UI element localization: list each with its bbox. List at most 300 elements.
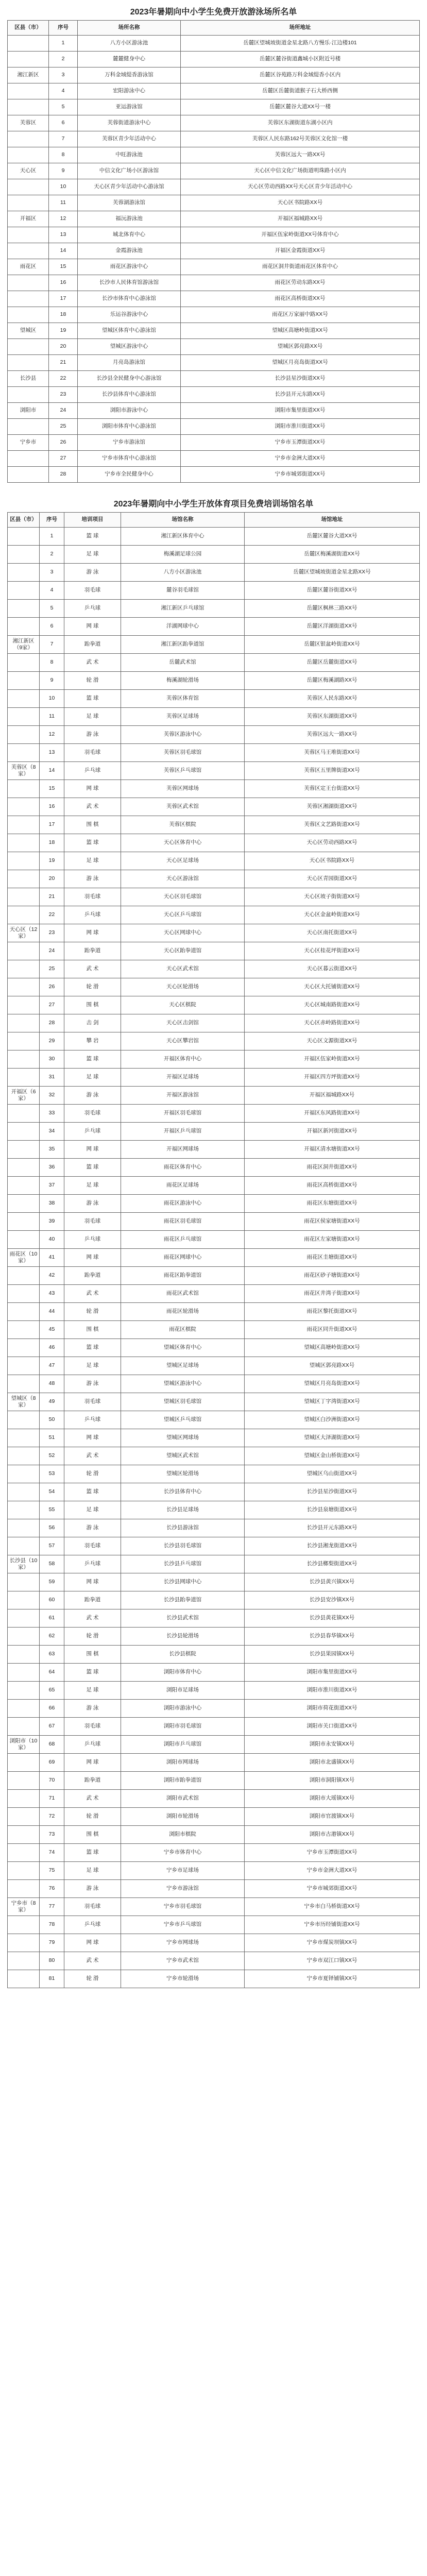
cell-sport: 足 球	[64, 1501, 121, 1519]
table-row	[8, 888, 420, 906]
col-header-venue: 场馆名称	[121, 513, 245, 528]
cell-addr: 浏阳市官渡镇XX号	[245, 1808, 420, 1826]
cell-no: 54	[40, 1483, 64, 1501]
table-row	[8, 83, 420, 99]
cell-no: 60	[40, 1591, 64, 1609]
table-row	[8, 780, 420, 798]
cell-addr: 芙蓉区东湖街道东湖小区内	[181, 115, 420, 131]
table-row	[8, 1105, 420, 1123]
cell-addr: 天心区暮云街道XX号	[245, 960, 420, 978]
table-row	[8, 1952, 420, 1970]
cell-district	[8, 1934, 40, 1952]
cell-district	[8, 690, 40, 708]
cell-no: 17	[40, 816, 64, 834]
cell-name: 浏阳市羽毛球馆	[121, 1718, 245, 1736]
cell-no: 45	[40, 1321, 64, 1339]
cell-district	[8, 1664, 40, 1682]
cell-addr: 开福区福城路XX号	[245, 1087, 420, 1105]
cell-name: 洋湖网球中心	[121, 618, 245, 636]
pools-title: 2023年暑期向中小学生免费开放游泳场所名单	[130, 8, 297, 16]
cell-addr: 望城区乌山街道XX号	[245, 1465, 420, 1483]
cell-district	[8, 744, 40, 762]
table-row	[8, 243, 420, 259]
cell-sport: 游 泳	[64, 1375, 121, 1393]
cell-no: 65	[40, 1682, 64, 1700]
cell-name: 宁乡市全民健身中心	[78, 467, 181, 483]
cell-no: 56	[40, 1519, 64, 1537]
cell-district	[8, 1032, 40, 1050]
table-row	[8, 323, 420, 339]
cell-no: 18	[49, 307, 78, 323]
cell-sport: 羽毛球	[64, 1213, 121, 1231]
cell-name: 浏阳市武术馆	[121, 1790, 245, 1808]
cell-name: 八方小区游泳池	[121, 564, 245, 582]
cell-no: 25	[40, 960, 64, 978]
cell-no: 14	[49, 243, 78, 259]
table-row	[8, 834, 420, 852]
cell-name: 雨花区足球场	[121, 1177, 245, 1195]
cell-addr: 望城区郭亮路XX号	[181, 339, 420, 355]
cell-addr: 天心区书院路XX号	[181, 195, 420, 211]
cell-name: 宁乡市游泳馆	[78, 435, 181, 451]
table-row	[8, 636, 420, 654]
table-row	[8, 600, 420, 618]
cell-name: 长沙县全民健身中心游泳馆	[78, 371, 181, 387]
cell-district	[8, 1952, 40, 1970]
cell-district	[8, 780, 40, 798]
cell-addr: 长沙县春华镇XX号	[245, 1628, 420, 1646]
cell-name: 望城区游泳中心	[121, 1375, 245, 1393]
cell-no: 21	[40, 888, 64, 906]
cell-district	[8, 528, 40, 546]
cell-sport: 围 棋	[64, 816, 121, 834]
cell-sport: 乒乓球	[64, 1916, 121, 1934]
cell-sport: 武 术	[64, 1952, 121, 1970]
cell-no: 9	[49, 163, 78, 179]
table-row	[8, 227, 420, 243]
cell-sport: 游 泳	[64, 726, 121, 744]
cell-sport: 武 术	[64, 960, 121, 978]
table-row	[8, 1447, 420, 1465]
cell-name: 芙蓉区青少年活动中心	[78, 131, 181, 147]
cell-district	[8, 834, 40, 852]
cell-no: 16	[40, 798, 64, 816]
cell-addr: 望城区大泽湖街道XX号	[245, 1429, 420, 1447]
table-row	[8, 672, 420, 690]
cell-district: 浏阳市	[8, 403, 49, 419]
cell-no: 67	[40, 1718, 64, 1736]
cell-district: 长沙县	[8, 371, 49, 387]
cell-addr: 长沙县黄兴镇XX号	[245, 1573, 420, 1591]
cell-no: 15	[40, 780, 64, 798]
cell-name: 浏阳市轮滑场	[121, 1808, 245, 1826]
cell-district: 开福区（6家）	[8, 1087, 40, 1105]
cell-no: 13	[40, 744, 64, 762]
cell-no: 4	[49, 83, 78, 99]
table-row	[8, 1537, 420, 1555]
cell-no: 61	[40, 1609, 64, 1628]
cell-addr: 岳麓区岳麓街道猴子石大桥西侧	[181, 83, 420, 99]
cell-district	[8, 618, 40, 636]
cell-name: 月亮岛游泳馆	[78, 355, 181, 371]
cell-district	[8, 451, 49, 467]
table-row	[8, 371, 420, 387]
cell-sport: 游 泳	[64, 870, 121, 888]
cell-no: 5	[40, 600, 64, 618]
cell-sport: 篮 球	[64, 1483, 121, 1501]
cell-addr: 宁乡市玉潭街道XX号	[181, 435, 420, 451]
cell-name: 岳麓武术馆	[121, 654, 245, 672]
table-row	[8, 1754, 420, 1772]
cell-sport: 乒乓球	[64, 906, 121, 924]
cell-district	[8, 1231, 40, 1249]
cell-district	[8, 978, 40, 996]
cell-district	[8, 1700, 40, 1718]
table-row	[8, 1664, 420, 1682]
cell-name: 浏阳市网球场	[121, 1754, 245, 1772]
cell-district: 宁乡市	[8, 435, 49, 451]
cell-addr: 雨花区洞井街道雨花区体育中心	[181, 259, 420, 275]
cell-district	[8, 1826, 40, 1844]
cell-district	[8, 1609, 40, 1628]
table-row	[8, 67, 420, 83]
cell-name: 长沙县游泳馆	[121, 1519, 245, 1537]
cell-district	[8, 1014, 40, 1032]
cell-addr: 望城区白沙洲街道XX号	[245, 1411, 420, 1429]
cell-sport: 网 球	[64, 780, 121, 798]
cell-district	[8, 852, 40, 870]
cell-district	[8, 467, 49, 483]
table-row	[8, 960, 420, 978]
cell-district: 长沙县（10家）	[8, 1555, 40, 1573]
cell-sport: 跆拳道	[64, 636, 121, 654]
cell-district: 芙蓉区（8家）	[8, 762, 40, 780]
pools-table-body	[8, 36, 420, 483]
table-row	[8, 852, 420, 870]
cell-no: 31	[40, 1069, 64, 1087]
cell-sport: 足 球	[64, 708, 121, 726]
cell-name: 浏阳市足球场	[121, 1682, 245, 1700]
cell-addr: 望城区丁字湾街道XX号	[245, 1393, 420, 1411]
cell-addr: 岳麓区麓谷大道XX号	[245, 528, 420, 546]
table-row	[8, 978, 420, 996]
cell-no: 4	[40, 582, 64, 600]
cell-addr: 天心区金盆岭街道XX号	[245, 906, 420, 924]
cell-sport: 羽毛球	[64, 1105, 121, 1123]
cell-sport: 攀 岩	[64, 1032, 121, 1050]
cell-sport: 足 球	[64, 1069, 121, 1087]
cell-addr: 芙蓉区远大一路XX号	[245, 726, 420, 744]
cell-district	[8, 1213, 40, 1231]
cell-name: 天心区体育中心	[121, 834, 245, 852]
cell-addr: 天心区大托铺街道XX号	[245, 978, 420, 996]
cell-district	[8, 1772, 40, 1790]
cell-sport: 乒乓球	[64, 1411, 121, 1429]
cell-district	[8, 582, 40, 600]
cell-no: 51	[40, 1429, 64, 1447]
cell-district	[8, 1844, 40, 1862]
table-row	[8, 1159, 420, 1177]
cell-addr: 望城区金山桥街道XX号	[245, 1447, 420, 1465]
pools-header-row	[8, 21, 420, 36]
cell-district	[8, 179, 49, 195]
cell-no: 79	[40, 1934, 64, 1952]
cell-no: 23	[40, 924, 64, 942]
cell-name: 湘江新区跆拳道馆	[121, 636, 245, 654]
cell-no: 46	[40, 1339, 64, 1357]
cell-no: 26	[40, 978, 64, 996]
table-row	[8, 1790, 420, 1808]
cell-sport: 轮 滑	[64, 1628, 121, 1646]
cell-sport: 武 术	[64, 1790, 121, 1808]
cell-name: 天心区击剑馆	[121, 1014, 245, 1032]
table-row	[8, 1916, 420, 1934]
table-row	[8, 816, 420, 834]
cell-no: 24	[49, 403, 78, 419]
cell-no: 10	[40, 690, 64, 708]
cell-no: 39	[40, 1213, 64, 1231]
cell-sport: 篮 球	[64, 1339, 121, 1357]
cell-name: 芙蓉区武术馆	[121, 798, 245, 816]
cell-name: 湘江新区乒乓球馆	[121, 600, 245, 618]
cell-sport: 足 球	[64, 1862, 121, 1880]
cell-addr: 开福区伍家岭街道XX号体育中心	[181, 227, 420, 243]
cell-name: 雨花区乒乓球馆	[121, 1231, 245, 1249]
table-row	[8, 1880, 420, 1898]
table-row	[8, 291, 420, 307]
cell-name: 浏阳市体育中心	[121, 1664, 245, 1682]
cell-no: 29	[40, 1032, 64, 1050]
cell-addr: 长沙县安沙镇XX号	[245, 1591, 420, 1609]
cell-no: 16	[49, 275, 78, 291]
cell-no: 75	[40, 1862, 64, 1880]
cell-no: 11	[40, 708, 64, 726]
cell-district	[8, 906, 40, 924]
table-row	[8, 435, 420, 451]
cell-name: 八方小区游泳池	[78, 36, 181, 52]
cell-name: 宁乡市乒乓球馆	[121, 1916, 245, 1934]
cell-no: 81	[40, 1970, 64, 1988]
table-row	[8, 744, 420, 762]
table-row	[8, 708, 420, 726]
table-row	[8, 1808, 420, 1826]
cell-sport: 轮 滑	[64, 978, 121, 996]
cell-addr: 雨花区高桥街道XX号	[245, 1177, 420, 1195]
table-row	[8, 1411, 420, 1429]
cell-sport: 武 术	[64, 654, 121, 672]
cell-addr: 雨花区砂子塘街道XX号	[245, 1267, 420, 1285]
cell-name: 望城区轮滑场	[121, 1465, 245, 1483]
cell-name: 望城区武术馆	[121, 1447, 245, 1465]
cell-no: 38	[40, 1195, 64, 1213]
table-row	[8, 1285, 420, 1303]
cell-no: 37	[40, 1177, 64, 1195]
table-row	[8, 1700, 420, 1718]
training-table	[7, 512, 420, 1988]
table-row	[8, 1465, 420, 1483]
cell-sport: 武 术	[64, 1285, 121, 1303]
cell-addr: 浏阳市淮川街道XX号	[181, 419, 420, 435]
cell-name: 湘江新区体育中心	[121, 528, 245, 546]
cell-name: 雨花区跆拳道馆	[121, 1267, 245, 1285]
cell-addr: 雨花区高桥街道XX号	[181, 291, 420, 307]
table-row	[8, 275, 420, 291]
cell-sport: 跆拳道	[64, 1591, 121, 1609]
table-row	[8, 1087, 420, 1105]
table-row	[8, 467, 420, 483]
cell-no: 20	[49, 339, 78, 355]
table-row	[8, 52, 420, 67]
cell-district	[8, 1628, 40, 1646]
table-row	[8, 1195, 420, 1213]
table-row	[8, 387, 420, 403]
table-row	[8, 1609, 420, 1628]
cell-sport: 篮 球	[64, 1050, 121, 1069]
cell-no: 48	[40, 1375, 64, 1393]
cell-addr: 宁乡市城郊街道XX号	[181, 467, 420, 483]
table-row	[8, 99, 420, 115]
table-row	[8, 762, 420, 780]
col-header-no: 序号	[40, 513, 64, 528]
cell-sport: 篮 球	[64, 1844, 121, 1862]
cell-no: 30	[40, 1050, 64, 1069]
table-row	[8, 451, 420, 467]
cell-district	[8, 798, 40, 816]
cell-no: 71	[40, 1790, 64, 1808]
cell-sport: 网 球	[64, 1573, 121, 1591]
cell-district	[8, 1159, 40, 1177]
cell-addr: 宁乡市金洲大道XX号	[181, 451, 420, 467]
cell-name: 长沙县武术馆	[121, 1609, 245, 1628]
cell-addr: 雨花区洞井街道XX号	[245, 1159, 420, 1177]
table-row	[8, 1682, 420, 1700]
cell-district	[8, 1357, 40, 1375]
cell-no: 32	[40, 1087, 64, 1105]
table-row	[8, 1375, 420, 1393]
cell-sport: 篮 球	[64, 690, 121, 708]
cell-district	[8, 1501, 40, 1519]
table-row	[8, 1772, 420, 1790]
cell-addr: 岳麓区望城坡街道金星北路八方慢乐·江边楼101	[181, 36, 420, 52]
cell-no: 34	[40, 1123, 64, 1141]
table-row	[8, 211, 420, 227]
table-row	[8, 1573, 420, 1591]
cell-addr: 望城区高塘岭街道XX号	[181, 323, 420, 339]
cell-sport: 羽毛球	[64, 1537, 121, 1555]
cell-sport: 羽毛球	[64, 1718, 121, 1736]
cell-district	[8, 546, 40, 564]
cell-addr: 岳麓区洋湖街道XX号	[245, 618, 420, 636]
cell-district	[8, 1880, 40, 1898]
cell-no: 8	[40, 654, 64, 672]
cell-district	[8, 291, 49, 307]
cell-name: 浏阳市游泳中心	[78, 403, 181, 419]
cell-name: 芙蓉区足球场	[121, 708, 245, 726]
cell-district	[8, 1303, 40, 1321]
cell-addr: 岳麓区梅溪湖街道XX号	[245, 546, 420, 564]
col-header-name: 场所名称	[78, 21, 181, 36]
cell-addr: 宁乡市夏铎铺镇XX号	[245, 1970, 420, 1988]
cell-name: 天心区攀岩馆	[121, 1032, 245, 1050]
cell-name: 雨花区棋院	[121, 1321, 245, 1339]
cell-no: 77	[40, 1898, 64, 1916]
cell-sport: 围 棋	[64, 1321, 121, 1339]
cell-district	[8, 83, 49, 99]
cell-district	[8, 1718, 40, 1736]
cell-addr: 开福区清水塘街道XX号	[245, 1141, 420, 1159]
cell-district	[8, 1429, 40, 1447]
cell-sport: 游 泳	[64, 1880, 121, 1898]
cell-addr: 雨花区同升街道XX号	[245, 1321, 420, 1339]
cell-district: 开福区	[8, 211, 49, 227]
table-row	[8, 1267, 420, 1285]
cell-sport: 游 泳	[64, 1519, 121, 1537]
cell-addr: 天心区中信文化广场街道明珠路小区内	[181, 163, 420, 179]
cell-addr: 天心区劳动西路XX号天心区青少年活动中心	[181, 179, 420, 195]
cell-district	[8, 419, 49, 435]
cell-name: 芙蓉区乒乓球馆	[121, 762, 245, 780]
cell-no: 19	[49, 323, 78, 339]
cell-no: 2	[40, 546, 64, 564]
cell-addr: 雨花区圭塘街道XX号	[245, 1249, 420, 1267]
cell-no: 18	[40, 834, 64, 852]
cell-name: 金霞游泳池	[78, 243, 181, 259]
cell-no: 9	[40, 672, 64, 690]
cell-no: 1	[49, 36, 78, 52]
cell-name: 开福区乒乓球馆	[121, 1123, 245, 1141]
cell-district	[8, 1447, 40, 1465]
cell-name: 长沙县乒乓球馆	[121, 1555, 245, 1573]
training-section	[7, 492, 420, 1988]
cell-no: 42	[40, 1267, 64, 1285]
cell-district	[8, 1862, 40, 1880]
cell-sport: 游 泳	[64, 1195, 121, 1213]
cell-district	[8, 888, 40, 906]
cell-sport: 羽毛球	[64, 888, 121, 906]
table-row	[8, 942, 420, 960]
cell-no: 7	[40, 636, 64, 654]
cell-no: 59	[40, 1573, 64, 1591]
cell-district	[8, 52, 49, 67]
cell-sport: 武 术	[64, 1609, 121, 1628]
cell-addr: 岳麓区麓谷街道XX号	[245, 582, 420, 600]
cell-sport: 网 球	[64, 1249, 121, 1267]
cell-name: 开福区足球场	[121, 1069, 245, 1087]
cell-no: 1	[40, 528, 64, 546]
cell-name: 浏阳市体育中心游泳馆	[78, 419, 181, 435]
cell-no: 64	[40, 1664, 64, 1682]
cell-name: 芙蓉区体育馆	[121, 690, 245, 708]
cell-name: 长沙市体育中心游泳馆	[78, 291, 181, 307]
cell-no: 49	[40, 1393, 64, 1411]
cell-district: 天心区	[8, 163, 49, 179]
cell-no: 20	[40, 870, 64, 888]
cell-name: 天心区网球中心	[121, 924, 245, 942]
cell-no: 41	[40, 1249, 64, 1267]
cell-name: 开福区游泳馆	[121, 1087, 245, 1105]
cell-name: 长沙县足球场	[121, 1501, 245, 1519]
cell-addr: 浏阳市集里街道XX号	[245, 1664, 420, 1682]
cell-name: 长沙县羽毛球馆	[121, 1537, 245, 1555]
cell-addr: 雨花区左家塘街道XX号	[245, 1231, 420, 1249]
col-header-sport: 培训项目	[64, 513, 121, 528]
cell-addr: 岳麓区望城坡街道金星北路XX号	[245, 564, 420, 582]
cell-name: 长沙县棋院	[121, 1646, 245, 1664]
cell-name: 开福区网球场	[121, 1141, 245, 1159]
cell-no: 23	[49, 387, 78, 403]
cell-district	[8, 1195, 40, 1213]
cell-no: 5	[49, 99, 78, 115]
